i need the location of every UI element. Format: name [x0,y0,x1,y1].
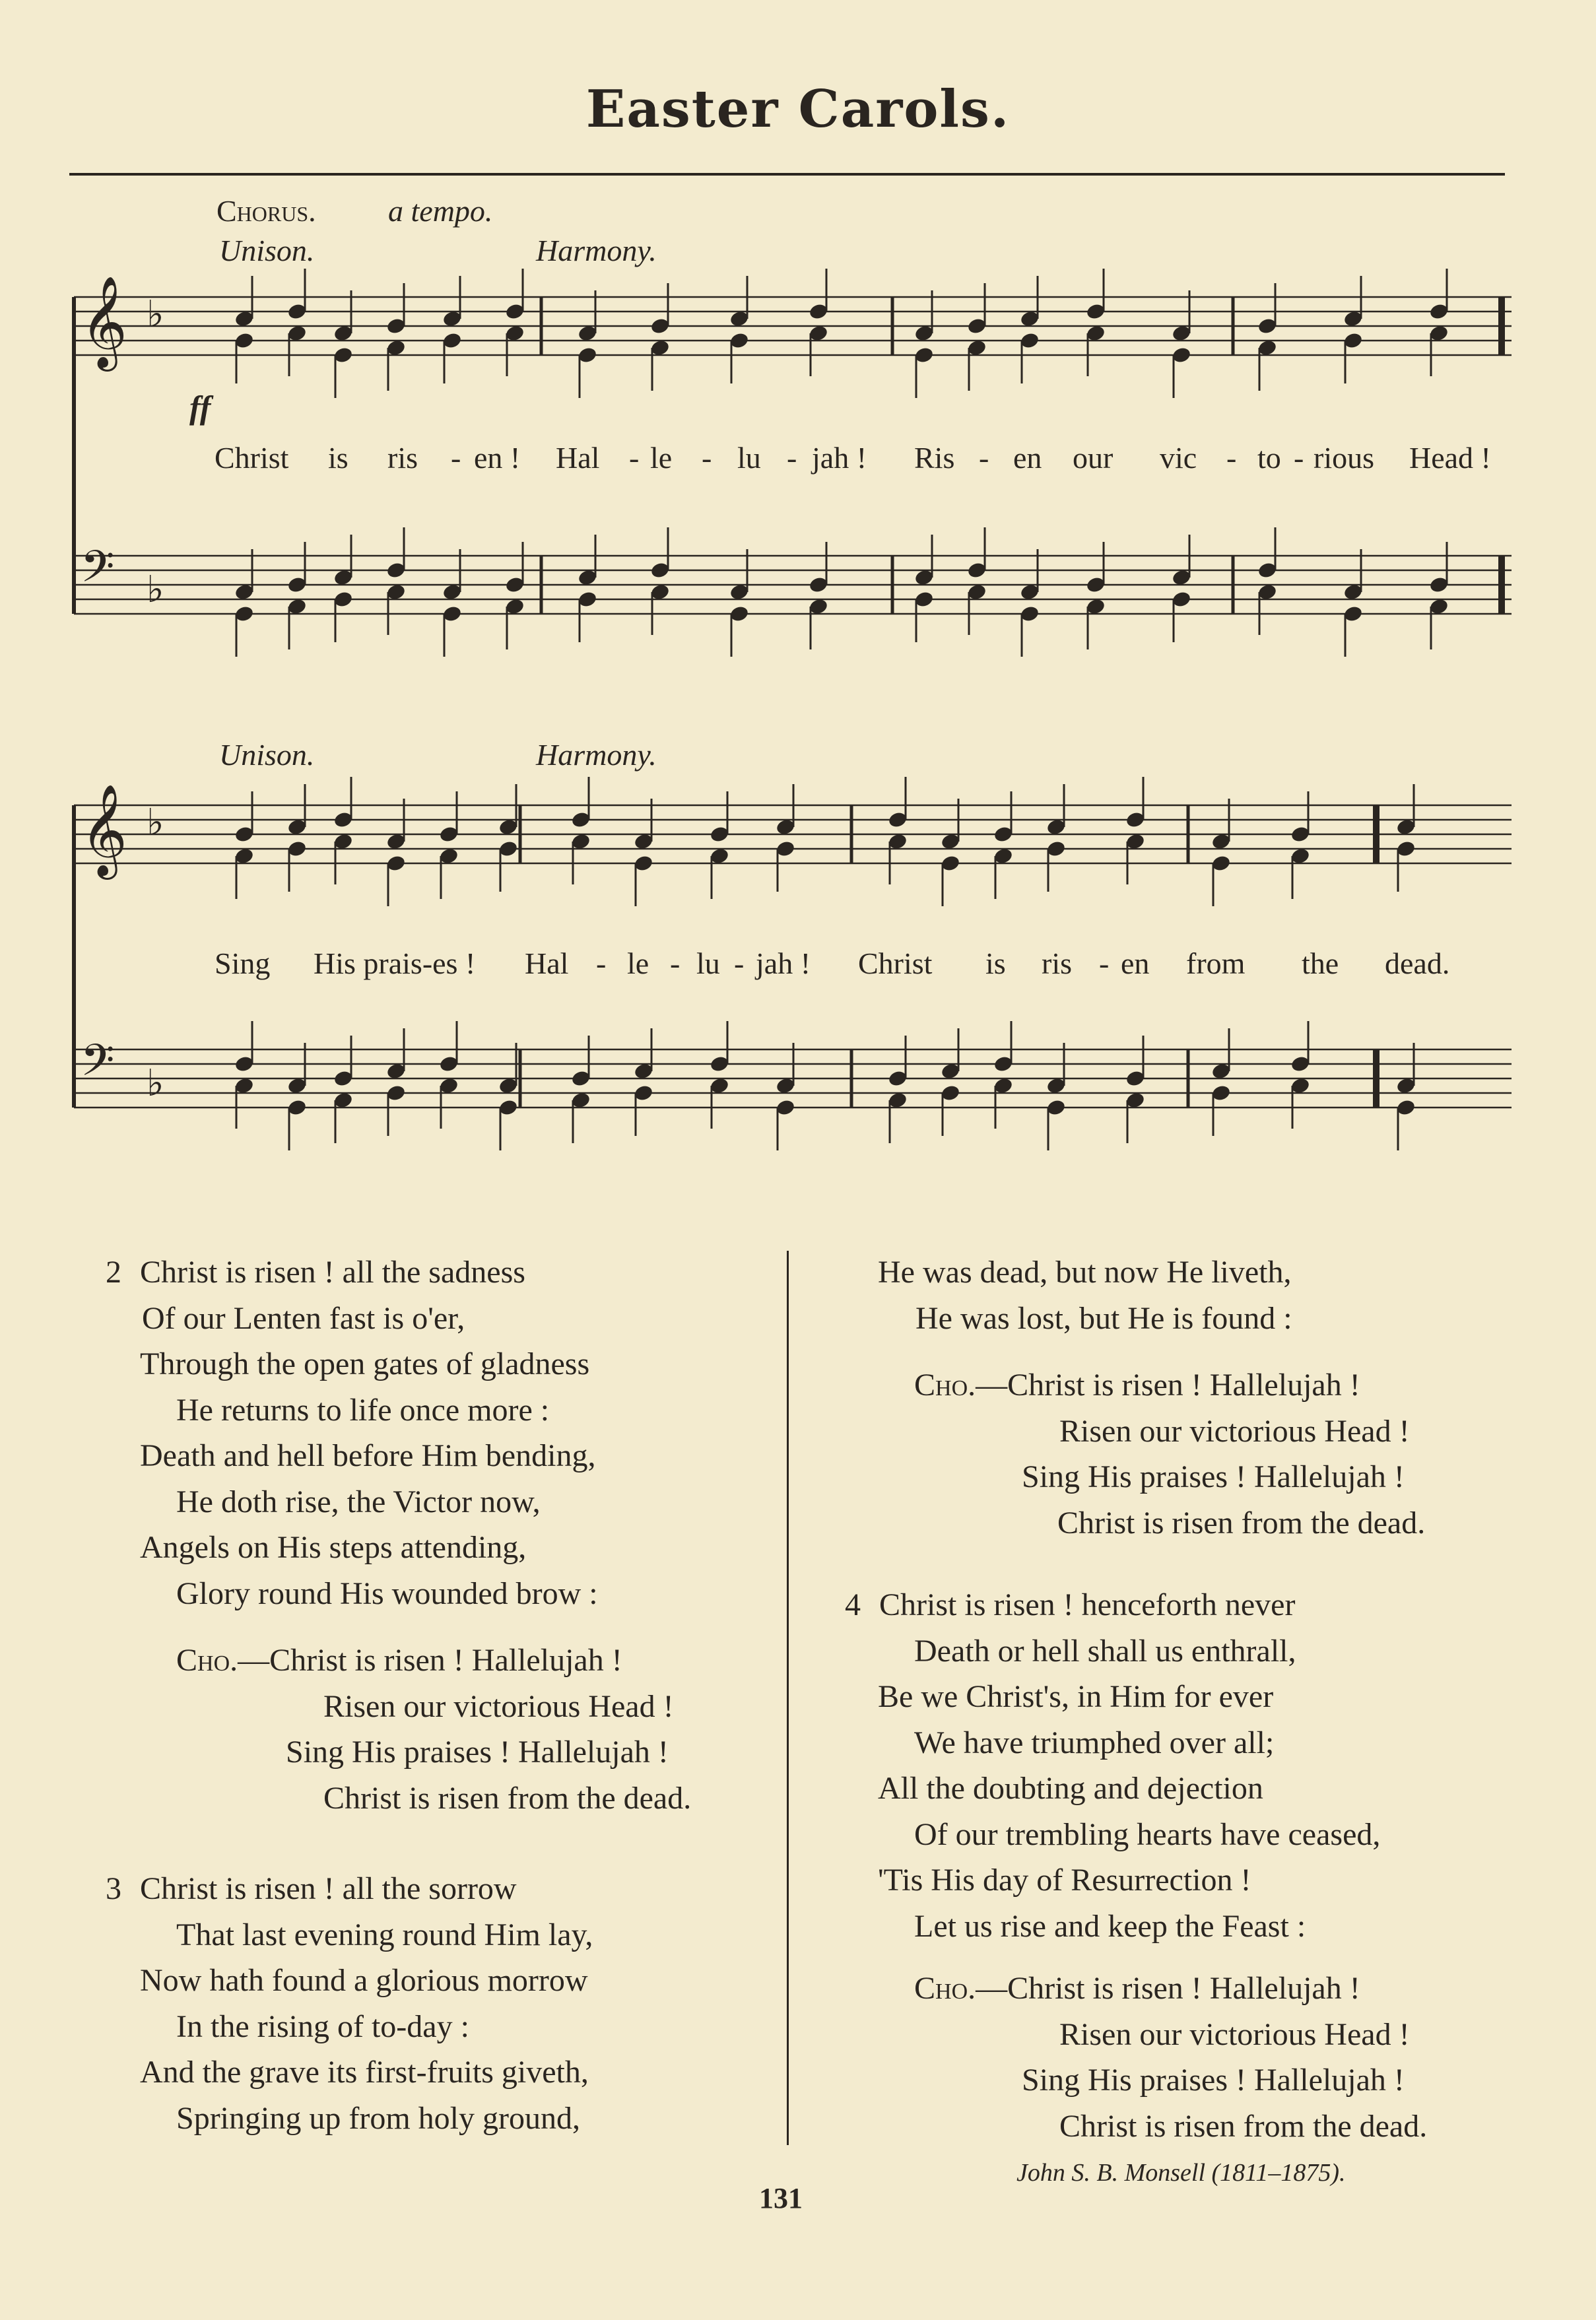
verse-line: Angels on His steps attending, [140,1530,527,1565]
lyric-syllable: Hal [525,946,569,980]
author-credit: John S. B. Monsell (1811–1875). [1016,2159,1346,2187]
page-number: 131 [759,2182,803,2214]
bass-clef-icon: 𝄢 [81,541,115,603]
page-title: Easter Carols. [585,79,1011,139]
lyric-syllable: Sing [215,946,271,980]
verse-line: Of our Lenten fast is o'er, [142,1300,465,1336]
lyric-syllable: - [596,946,607,980]
chorus-line: Christ is risen from the dead. [1057,1505,1426,1541]
verse-line: That last evening round Him lay, [176,1917,593,1952]
column-divider [787,1251,789,2145]
lyric-syllable: - [451,441,461,475]
chorus-line: —Christ is risen ! Hallelujah ! [238,1643,622,1678]
lyrics-system-2 [0,946,1596,985]
lyric-syllable: - [787,441,797,475]
chorus-abbrev: Cho. [176,1643,238,1678]
lyric-syllable: Hal [556,441,600,475]
lyric-syllable: rious [1313,441,1374,475]
lyric-syllable: is [328,441,349,475]
lyrics-system-1 [0,440,1596,480]
lyric-syllable: le [650,441,673,475]
chorus-line: Risen our victorious Head ! [1059,2016,1410,2052]
lyric-syllable: - [1294,441,1304,475]
lyric-syllable: His prais-es ! [314,946,476,980]
verse-line: He returns to life once more : [176,1392,550,1428]
verse-line: And the grave its first-fruits giveth, [140,2055,589,2090]
lyric-syllable: le [627,946,649,980]
verse-line: Now hath found a glorious morrow [140,1963,588,1998]
harmony-label-1: Harmony. [536,234,657,267]
treble-clef-icon: 𝄞 [81,276,127,368]
chorus-label: Chorus. [216,194,316,228]
flat-icon: ♭ [147,801,164,844]
chorus-line: Risen our victorious Head ! [323,1688,674,1724]
verse-line: We have triumphed over all; [914,1725,1275,1760]
harmony-label-2: Harmony. [536,738,657,772]
verse-number: 4 [845,1587,861,1622]
unison-label-2: Unison. [219,738,315,772]
lyric-syllable: - [734,946,745,980]
lyric-syllable: - [979,441,989,475]
lyric-syllable: is [985,946,1006,980]
chorus-line: Christ is risen from the dead. [1059,2108,1428,2144]
verse-line: He doth rise, the Victor now, [176,1484,541,1519]
verse-line: 'Tis His day of Resurrection ! [878,1863,1251,1898]
verse-line: Death and hell before Him bending, [140,1438,596,1473]
verse-number: 3 [106,1871,121,1906]
verse-line: Let us rise and keep the Feast : [914,1908,1306,1944]
chorus-line: Sing His praises ! Hallelujah ! [286,1735,669,1770]
chorus-line: Christ is risen from the dead. [323,1780,692,1816]
chorus-line: Sing His praises ! Hallelujah ! [1022,1459,1405,1494]
verse-line: He was lost, but He is found : [915,1300,1292,1336]
lyric-syllable: lu [696,946,720,980]
verse-line: Death or hell shall us enthrall, [914,1633,1296,1669]
verse-line: Of our trembling hearts have ceased, [914,1816,1381,1852]
lyric-syllable: our [1073,441,1114,475]
lyric-syllable: jah ! [812,441,867,475]
lyric-syllable: lu [737,441,761,475]
verse-line: He was dead, but now He liveth, [878,1255,1292,1290]
flat-icon: ♭ [147,1062,164,1105]
flat-icon: ♭ [147,568,164,611]
lyric-syllable: en [1013,441,1042,475]
lyric-syllable: - [1099,946,1110,980]
verse-line: In the rising of to-day : [176,2008,469,2044]
verse-line: Christ is risen ! all the sadness [140,1255,525,1290]
lyric-syllable: the [1302,946,1339,980]
chorus-abbrev: Cho. [914,1368,976,1403]
verse-line: Be we Christ's, in Him for ever [878,1679,1274,1714]
lyric-syllable: - [702,441,712,475]
chorus-line: Sing His praises ! Hallelujah ! [1022,2063,1405,2098]
chorus-line: —Christ is risen ! Hallelujah ! [976,1368,1360,1403]
verse-line: Springing up from holy ground, [176,2100,580,2136]
chorus-line: —Christ is risen ! Hallelujah ! [976,1971,1360,2006]
dynamic-marking: ff [189,389,211,426]
lyric-syllable: Ris [914,441,955,475]
chorus-tempo: a tempo. [388,194,493,228]
lyric-syllable: en ! [474,441,521,475]
verse-line: Glory round His wounded brow : [176,1575,598,1611]
lyric-syllable: Christ [858,946,933,980]
verse-number: 2 [106,1255,121,1290]
chorus-line: Risen our victorious Head ! [1059,1413,1410,1449]
lyric-syllable: - [1226,441,1237,475]
lyric-syllable: vic [1160,441,1197,475]
lyric-syllable: Head ! [1409,441,1491,475]
lyric-syllable: from [1186,946,1246,980]
chorus-abbrev: Cho. [914,1971,976,2006]
unison-label-1: Unison. [219,234,315,267]
verse-right-column [845,1249,1427,2149]
verse-line: Through the open gates of gladness [140,1346,590,1381]
lyric-syllable: dead. [1385,946,1450,980]
lyric-syllable: - [629,441,640,475]
bass-clef-icon: 𝄢 [81,1035,115,1096]
lyric-syllable: - [670,946,681,980]
lyric-syllable: to [1257,441,1281,475]
verse-line: Christ is risen ! all the sorrow [140,1871,517,1906]
lyric-syllable: ris [387,441,418,475]
treble-clef-icon: 𝄞 [81,784,127,876]
flat-icon: ♭ [147,293,164,336]
verse-line: All the doubting and dejection [878,1771,1263,1806]
verse-left-column [106,1249,691,2141]
lyric-syllable: jah ! [756,946,811,980]
lyric-syllable: en [1121,946,1150,980]
lyric-syllable: ris [1042,946,1072,980]
lyric-syllable: Christ [215,441,289,475]
verse-line: Christ is risen ! henceforth never [879,1587,1296,1622]
